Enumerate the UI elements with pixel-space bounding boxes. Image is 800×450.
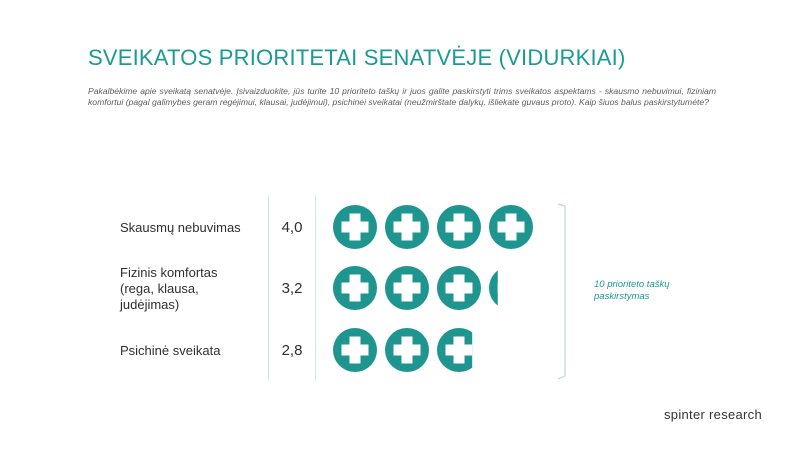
value-label: 4,0	[281, 219, 303, 236]
value-label: 2,8	[281, 342, 303, 359]
medical-cross-icon	[385, 266, 429, 310]
bracket-label: 10 prioriteto taškų paskirstymas	[594, 279, 670, 302]
intro-text: Pakalbėkime apie sveikatą senatvėje. Įsivaizduokite, jūs turite 10 prioriteto taškų ir juos galite paskirstyti trims sveikatos aspektams - skausmo nebuvimui, fiziniam komfortui (pagal galimybes geram regėjimui, klausai, judėjimui), psichinei sveikatai (neužmirštate dalykų, išliekate guvaus proto). Kaip šiuos balus paskirstytumėte?	[88, 86, 716, 108]
page-title: SVEIKATOS PRIORITETAI SENATVĖJE (VIDURKIAI)	[88, 45, 626, 70]
bracket-line	[558, 204, 565, 379]
medical-cross-icon	[385, 205, 429, 249]
medical-cross-icon	[333, 328, 377, 372]
category-label-line: Psichinė sveikata	[120, 343, 221, 358]
medical-cross-icon	[385, 328, 429, 372]
medical-cross-icon	[437, 205, 481, 249]
medical-cross-icon	[437, 266, 481, 310]
category-label-line: (rega, klausa,	[120, 281, 199, 296]
medical-cross-icon	[437, 328, 481, 372]
category-label-line: Fizinis komfortas	[120, 265, 218, 280]
medical-cross-icon	[333, 205, 377, 249]
medical-cross-icon	[489, 266, 533, 310]
category-label-line: judėjimas)	[120, 297, 180, 312]
brand-logo: spinter research	[664, 407, 763, 422]
value-label: 3,2	[281, 280, 303, 297]
category-label-line: Skausmų nebuvimas	[120, 220, 241, 235]
medical-cross-icon	[489, 205, 533, 249]
medical-cross-icon	[333, 266, 377, 310]
